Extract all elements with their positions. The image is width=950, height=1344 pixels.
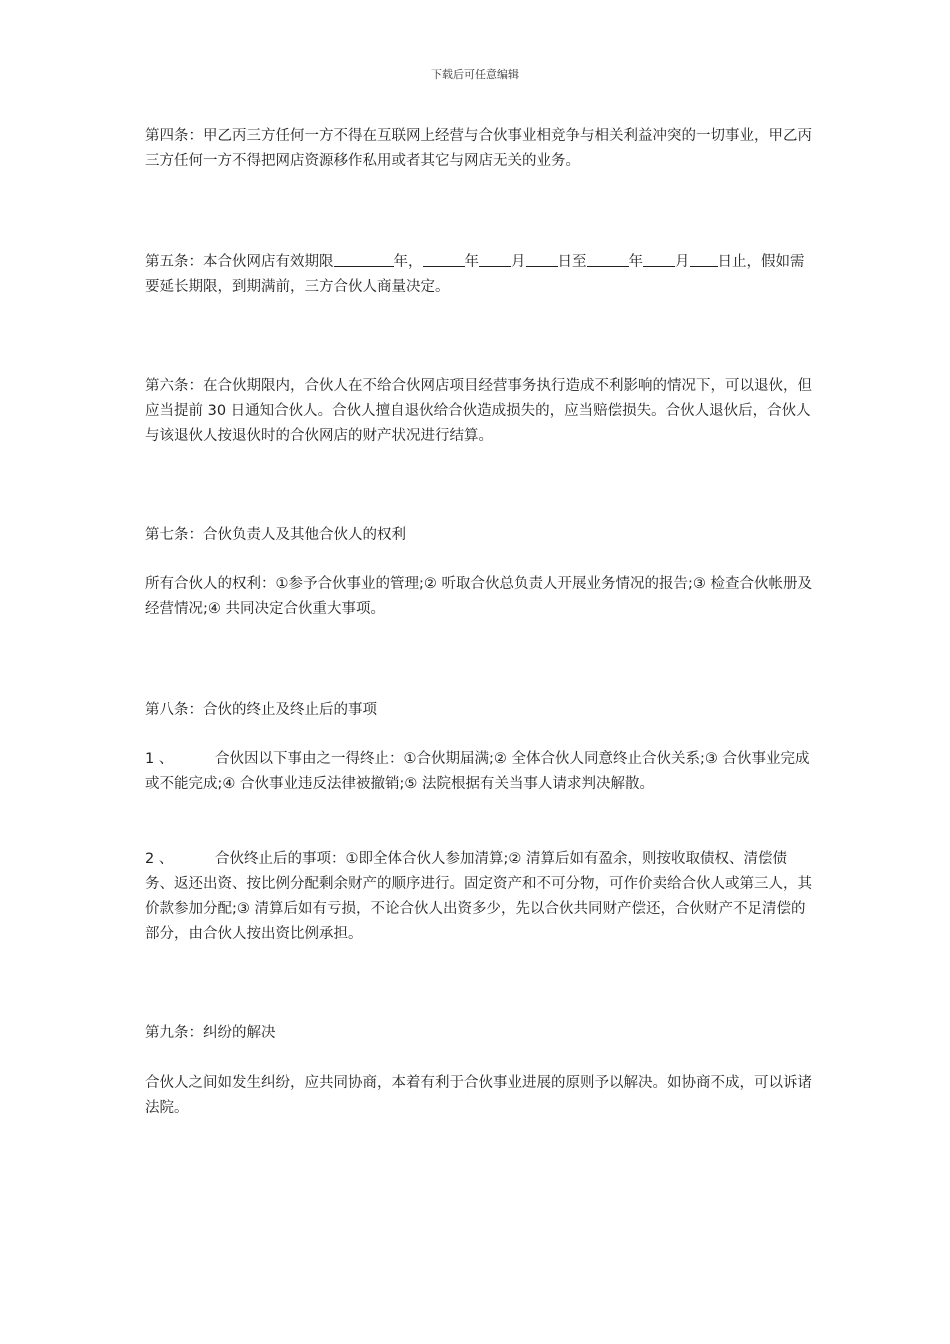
article-5-text-b: 年， <box>393 254 423 270</box>
article-5-text-e: 日至 <box>557 254 587 270</box>
item-2-number: 2 、 <box>145 851 174 867</box>
article-5-text-c: 年 <box>464 254 479 270</box>
article-7-title: 第七条：合伙负责人及其他合伙人的权利 <box>145 527 406 543</box>
article-5 <box>145 250 813 300</box>
blank-years[interactable] <box>334 251 394 267</box>
item-2-text: 合伙终止后的事项：①即全体合伙人参加清算;② 清算后如有盈余，则按收取债权、清偿债务、返还出资、按比例分配剩余财产的顺序进行。固定资产和不可分物，可作价卖给合伙人或第三人，其价款参加分配;③ 清算后如有亏损，不论合伙人出资多少，先以合伙共同财产偿还，合伙财产不足清偿的部分，由合伙人按出资比例承担。 <box>145 851 812 942</box>
article-5-text-d: 月 <box>511 254 526 270</box>
article-9-body: 合伙人之间如发生纠纷，应共同协商，本着有利于合伙事业进展的原则予以解决。如协商不成，可以诉诸法院。 <box>145 1075 812 1116</box>
article-8-title: 第八条：合伙的终止及终止后的事项 <box>145 702 377 718</box>
article-5-text-f: 年 <box>628 254 643 270</box>
article-8-item-2 <box>145 847 813 947</box>
article-5-text-g: 月 <box>675 254 690 270</box>
article-6: 第六条：在合伙期限内，合伙人在不给合伙网店项目经营事务执行造成不利影响的情况下，可以退伙，但应当提前 30 日通知合伙人。合伙人擅自退伙给合伙造成损失的，应当赔偿损失。合伙人退伙后，合伙人与该退伙人按退伙时的合伙网店的财产状况进行结算。 <box>145 378 812 444</box>
article-9-title: 第九条：纠纷的解决 <box>145 1025 276 1041</box>
blank-end-year[interactable] <box>587 251 629 267</box>
blank-end-month[interactable] <box>643 251 675 267</box>
item-1-text: 合伙因以下事由之一得终止：①合伙期届满;② 全体合伙人同意终止合伙关系;③ 合伙事业完成或不能完成;④ 合伙事业违反法律被撤销;⑤ 法院根据有关当事人请求判决解散。 <box>145 751 810 792</box>
page-header: 下载后可任意编辑 <box>431 68 519 81</box>
article-4: 第四条：甲乙丙三方任何一方不得在互联网上经营与合伙事业相竞争与相关利益冲突的一切事业，甲乙丙三方任何一方不得把网店资源移作私用或者其它与网店无关的业务。 <box>145 128 812 169</box>
blank-start-year[interactable] <box>423 251 465 267</box>
blank-end-day[interactable] <box>690 251 718 267</box>
blank-start-day[interactable] <box>526 251 558 267</box>
article-5-text-a: 第五条：本合伙网店有效期限 <box>145 254 334 270</box>
article-8-item-1 <box>145 747 813 797</box>
blank-start-month[interactable] <box>479 251 511 267</box>
article-7-body: 所有合伙人的权利：①参予合伙事业的管理;② 听取合伙总负责人开展业务情况的报告;③ 检查合伙帐册及经营情况;④ 共同决定合伙重大事项。 <box>145 576 812 617</box>
article-5-text-h: 日止，假如需要延长期限，到期满前，三方合伙人商量决定。 <box>145 254 805 295</box>
item-1-number: 1 、 <box>145 751 174 767</box>
